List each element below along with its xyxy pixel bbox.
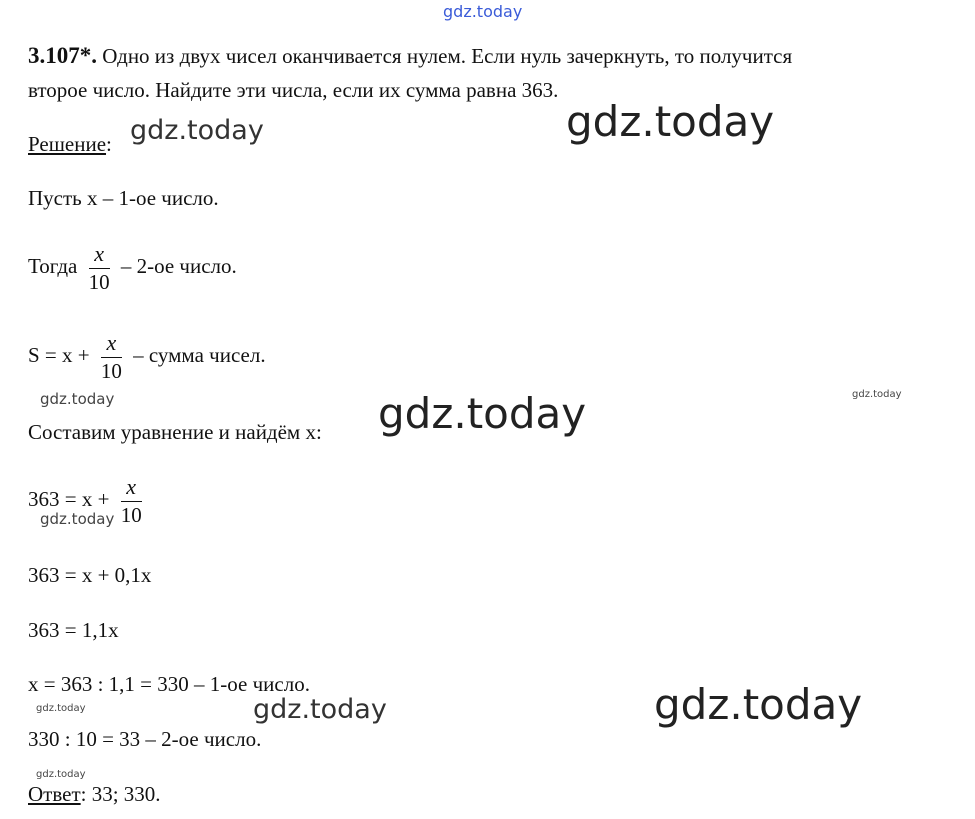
fraction-x-over-10: [121, 476, 142, 526]
step2-suffix: – 2-ое число.: [120, 253, 237, 278]
equation-4: x = 363 : 1,1 = 330 – 1-ое число.: [28, 672, 310, 696]
solution-step-3: [28, 332, 266, 382]
step2-prefix: Тогда: [28, 253, 78, 278]
watermark-top: gdz.today: [443, 2, 523, 21]
problem-line-1: [28, 44, 792, 67]
watermark: gdz.today: [40, 390, 115, 408]
watermark: gdz.today: [253, 694, 387, 725]
fraction-denominator: 10: [88, 270, 110, 294]
fraction-denominator: 10: [100, 359, 122, 383]
watermark: gdz.today: [852, 389, 902, 400]
equation-3: 363 = 1,1x: [28, 618, 119, 642]
watermark: gdz.today: [566, 97, 775, 146]
fraction-numerator: x: [106, 330, 117, 355]
step3-prefix: S = x +: [28, 342, 90, 367]
watermark: gdz.today: [36, 703, 86, 714]
problem-number: 3.107*.: [28, 43, 97, 68]
solution-heading-label: Решение: [28, 132, 107, 156]
watermark: gdz.today: [654, 680, 863, 729]
eq1-prefix: 363 = x +: [28, 486, 110, 511]
solution-step-2: [28, 243, 237, 293]
problem-text-1: Одно из двух чисел оканчивается нулем. Если нуль зачеркнуть, то получится: [102, 44, 793, 68]
watermark: gdz.today: [130, 115, 264, 146]
fraction-denominator: 10: [120, 503, 142, 527]
equation-5: 330 : 10 = 33 – 2-ое число.: [28, 727, 262, 751]
solution-heading-colon: :: [106, 132, 112, 156]
solution-step-1: Пусть х – 1-ое число.: [28, 186, 219, 210]
step3-suffix: – сумма чисел.: [133, 342, 266, 367]
problem-line-2: второе число. Найдите эти числа, если их сумма равна 363.: [28, 78, 559, 102]
watermark: gdz.today: [36, 769, 86, 780]
answer: [28, 784, 161, 805]
solution-step-4: Составим уравнение и найдём х:: [28, 420, 322, 444]
answer-text: : 33; 330.: [80, 782, 161, 806]
answer-label: Ответ: [28, 782, 81, 806]
fraction-numerator: x: [126, 474, 137, 499]
equation-2: 363 = x + 0,1x: [28, 563, 152, 587]
solution-heading: [28, 134, 112, 155]
fraction-x-over-10: [89, 243, 110, 293]
fraction-x-over-10: [101, 332, 122, 382]
watermark: gdz.today: [40, 510, 115, 528]
watermark: gdz.today: [378, 389, 587, 438]
equation-1: [28, 476, 148, 526]
fraction-numerator: x: [94, 241, 104, 266]
